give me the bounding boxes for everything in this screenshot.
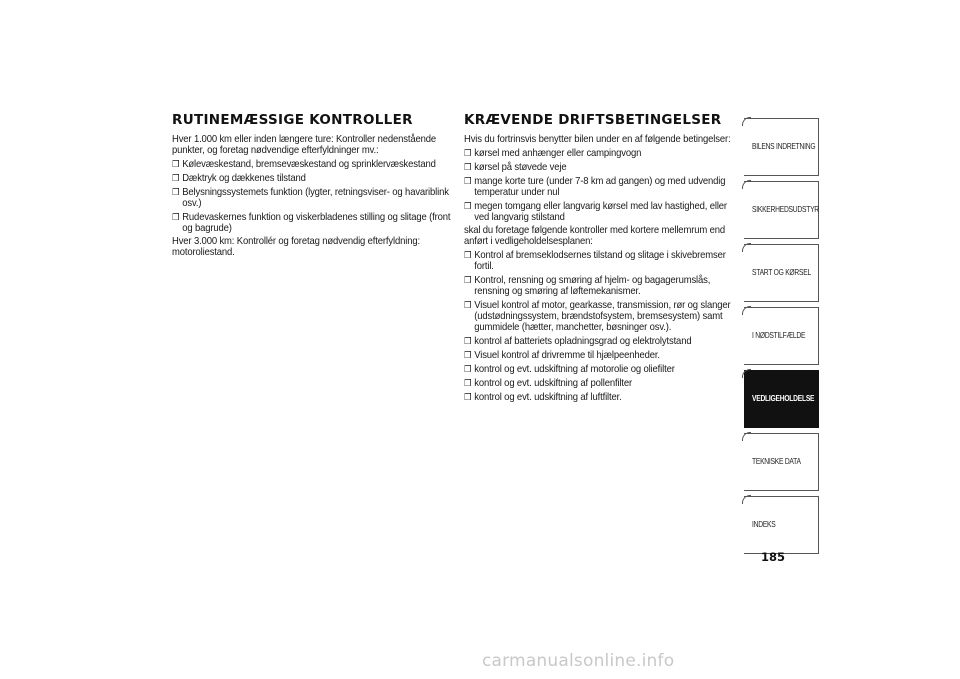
tab-corner	[742, 369, 751, 378]
list-item-text: Kølevæskestand, bremsevæskestand og sprinklervæskestand	[182, 159, 436, 170]
tab-bilens-indretning[interactable]	[744, 118, 819, 176]
list-item	[464, 300, 743, 333]
checkbox-bullet-icon: ❒	[464, 378, 472, 388]
checkbox-bullet-icon: ❒	[464, 176, 472, 186]
list-item	[464, 250, 743, 272]
checkbox-bullet-icon: ❒	[172, 187, 180, 197]
list-item	[172, 159, 451, 170]
list-item-text: Visuel kontrol af motor, gearkasse, transmission, rør og slanger (udstødningssystem, brændstofsystem, bremsesystem) samt gummidele (hætter, manchetter, bøsninger osv.).	[474, 300, 731, 333]
checkbox-bullet-icon: ❒	[464, 336, 472, 346]
list-item-text: Rudevaskernes funktion og viskerbladenes stilling og slitage (front og bagrude)	[182, 212, 451, 234]
tab-corner	[742, 306, 751, 315]
list-item	[464, 364, 743, 375]
checkbox-bullet-icon: ❒	[172, 159, 180, 169]
list-item-text: Dæktryk og dækkenes tilstand	[182, 173, 306, 184]
tab-corner	[742, 495, 751, 504]
tab-label: BILENS INDRETNING	[752, 141, 816, 151]
list-item	[172, 187, 451, 209]
conditions-list	[464, 148, 746, 223]
list-item	[464, 350, 743, 361]
list-item-text: kontrol og evt. udskiftning af pollenfilter	[474, 378, 633, 389]
tab-label: START OG KØRSEL	[752, 267, 811, 277]
left-column	[172, 112, 454, 258]
tab-tekniske-data[interactable]	[744, 433, 819, 491]
checkbox-bullet-icon: ❒	[464, 162, 472, 172]
middle-paragraph: skal du foretage følgende kontroller med kortere mellemrum end anført i vedligeholdelsesplanen:	[464, 225, 725, 247]
section-title-routine-checks: RUTINEMÆSSIGE KONTROLLER	[172, 112, 413, 128]
tab-label: SIKKERHEDSUDSTYR	[752, 204, 819, 214]
list-item-text: mange korte ture (under 7-8 km ad gangen) og med udvendig temperatur under nul	[474, 176, 726, 198]
list-item-text: Visuel kontrol af drivremme til hjælpeenheder.	[474, 350, 660, 361]
tab-i-nødstilfælde[interactable]	[744, 307, 819, 365]
checkbox-bullet-icon: ❒	[464, 364, 472, 374]
list-item-text: megen tomgang eller langvarig kørsel med lav hastighed, eller ved langvarig stilstand	[474, 201, 727, 223]
tab-corner	[742, 432, 751, 441]
checkbox-bullet-icon: ❒	[464, 350, 472, 360]
outro-paragraph: Hver 3.000 km: Kontrollér og foretag nødvendig efterfyldning: motoroliestand.	[172, 236, 420, 258]
list-item-text: kontrol og evt. udskiftning af luftfilter.	[474, 392, 622, 403]
list-item-text: kontrol og evt. udskiftning af motorolie og oliefilter	[474, 364, 675, 375]
checkbox-bullet-icon: ❒	[464, 250, 472, 260]
list-item-text: Belysningssystemets funktion (lygter, retningsviser- og havariblink osv.)	[182, 187, 449, 209]
page-number: 185	[761, 550, 786, 564]
section-title-demanding-conditions: KRÆVENDE DRIFTSBETINGELSER	[464, 112, 722, 128]
tab-label: INDEKS	[752, 519, 776, 529]
checkbox-bullet-icon: ❒	[464, 300, 472, 310]
tab-label: VEDLIGEHOLDELSE	[752, 393, 815, 403]
list-item	[464, 392, 743, 403]
checkbox-bullet-icon: ❒	[464, 275, 472, 285]
tab-label: TEKNISKE DATA	[752, 456, 801, 466]
list-item	[464, 201, 743, 223]
tab-indeks[interactable]	[744, 496, 819, 554]
chapter-tabs	[744, 118, 819, 559]
tab-corner	[742, 180, 751, 189]
right-column	[464, 112, 746, 405]
checkbox-bullet-icon: ❒	[464, 148, 472, 158]
list-item	[464, 148, 743, 159]
list-item-text: Kontrol, rensning og smøring af hjelm- og bagagerumslås, rensning og smøring af løftemekanismer.	[474, 275, 711, 297]
list-item	[464, 176, 743, 198]
intro-paragraph: Hvis du fortrinsvis benytter bilen under en af følgende betingelser:	[464, 134, 731, 145]
list-item	[172, 212, 451, 234]
tab-sikkerhedsudstyr[interactable]	[744, 181, 819, 239]
checklist	[172, 159, 454, 234]
checkbox-bullet-icon: ❒	[172, 173, 180, 183]
tab-label: I NØDSTILFÆLDE	[752, 330, 806, 340]
checkbox-bullet-icon: ❒	[464, 392, 472, 402]
list-item-text: Kontrol af bremseklodsernes tilstand og slitage i skivebremser fortil.	[474, 250, 726, 272]
checks-list	[464, 250, 746, 403]
list-item-text: kørsel med anhænger eller campingvogn	[474, 148, 642, 159]
checkbox-bullet-icon: ❒	[464, 201, 472, 211]
watermark: carmanualsonline.info	[482, 651, 675, 671]
list-item-text: kontrol af batteriets opladningsgrad og elektrolytstand	[474, 336, 692, 347]
list-item	[172, 173, 451, 184]
tab-vedligeholdelse[interactable]	[744, 370, 819, 428]
list-item	[464, 336, 743, 347]
tab-corner	[742, 243, 751, 252]
list-item	[464, 275, 743, 297]
intro-paragraph: Hver 1.000 km eller inden længere ture: Kontroller nedenstående punkter, og foretag nødvendige efterfyldninger mv.:	[172, 134, 437, 156]
tab-corner	[742, 117, 751, 126]
tab-start-og-kørsel[interactable]	[744, 244, 819, 302]
list-item-text: kørsel på støvede veje	[474, 162, 567, 173]
list-item	[464, 378, 743, 389]
list-item	[464, 162, 743, 173]
checkbox-bullet-icon: ❒	[172, 212, 180, 222]
